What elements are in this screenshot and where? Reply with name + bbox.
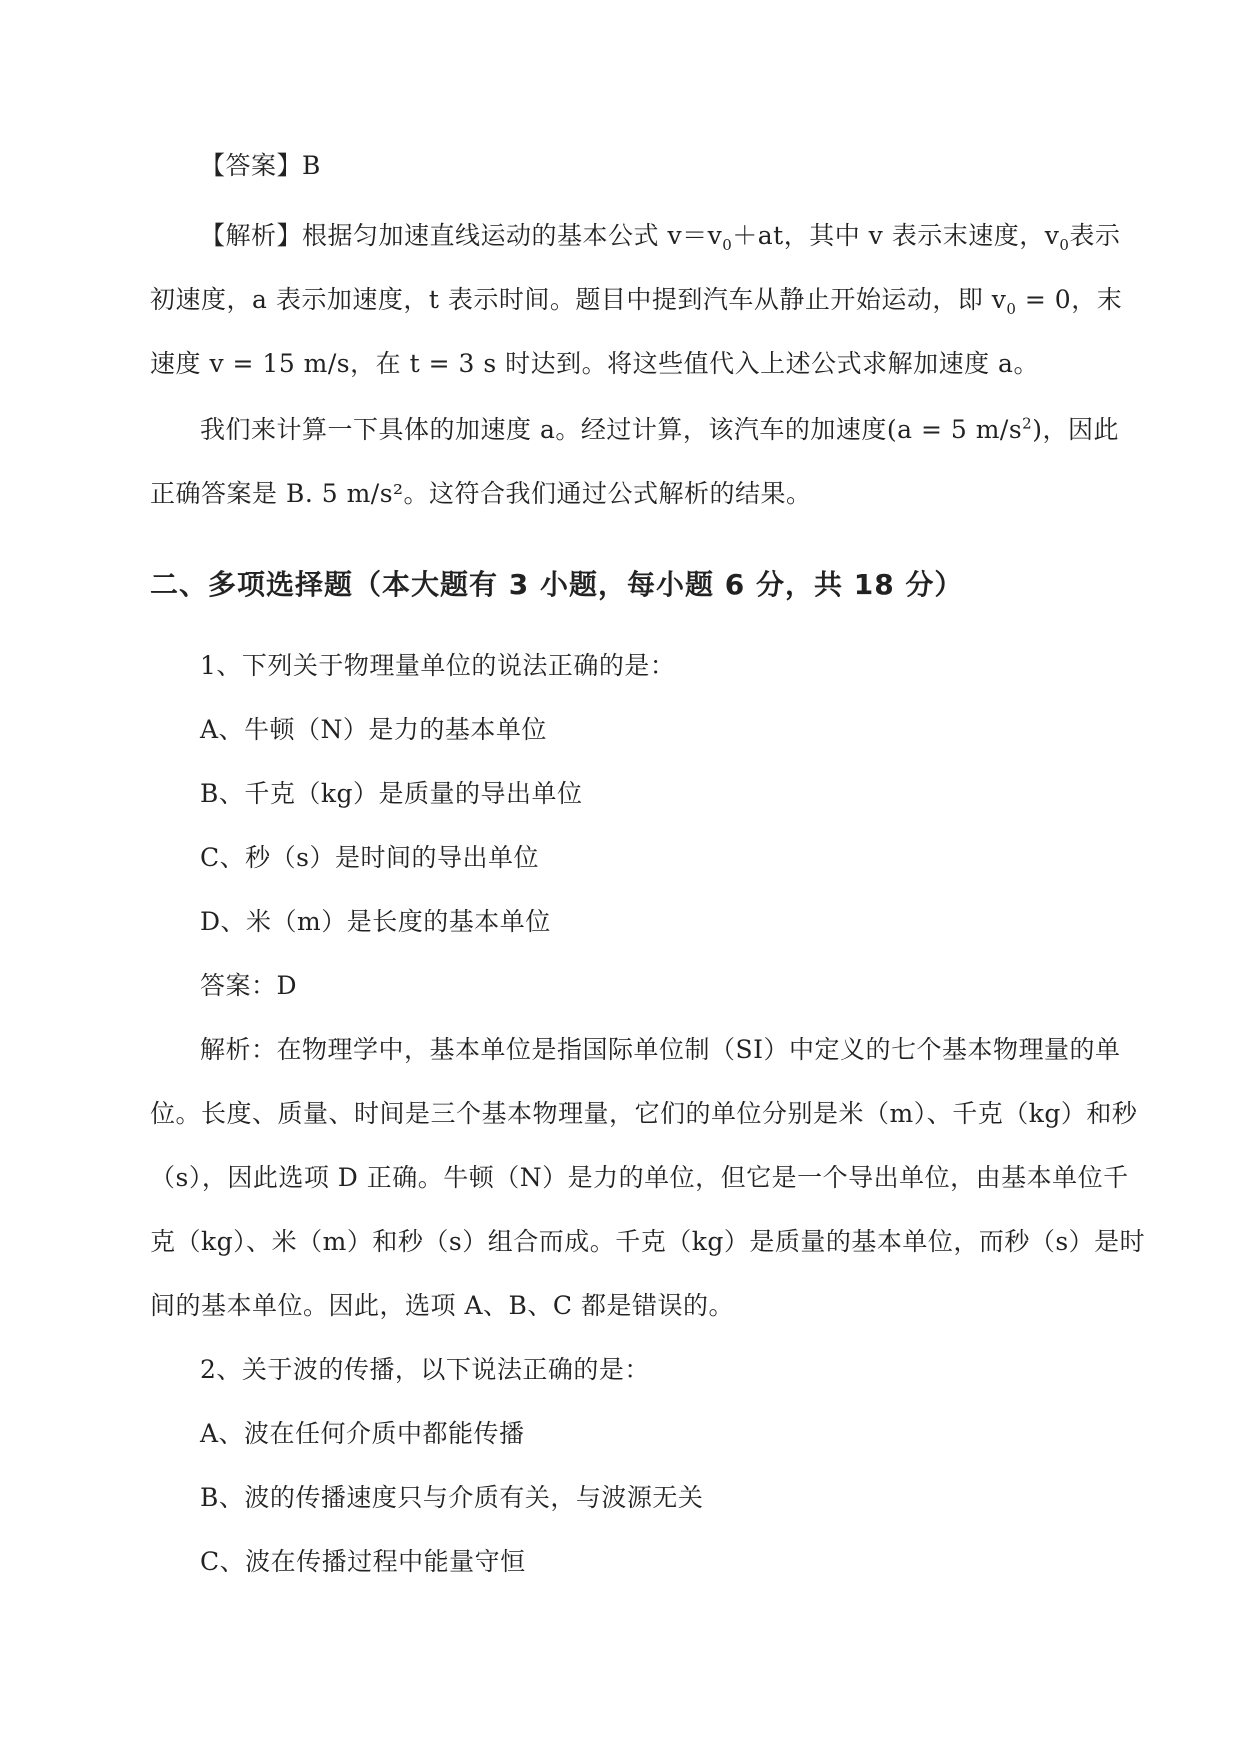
q1-option-a: A、牛顿（N）是力的基本单位 xyxy=(200,715,547,744)
q2-option-b: B、波的传播速度只与介质有关，与波源无关 xyxy=(200,1483,704,1512)
q1-analysis-line-3: （s），因此选项 D 正确。牛顿（N）是力的单位，但它是一个导出单位，由基本单位千 xyxy=(150,1163,1129,1192)
analysis-line-3: 速度 v = 15 m/s，在 t = 3 s 时达到。将这些值代入上述公式求解加速度 a。 xyxy=(150,349,1039,378)
analysis-line-2: 初速度，a 表示加速度，t 表示时间。题目中提到汽车从静止开始运动，即 $v_0 = 0$，末 xyxy=(150,285,1123,318)
q1-option-b: B、千克（kg）是质量的导出单位 xyxy=(200,779,583,808)
q1-analysis-line-1: 解析：在物理学中，基本单位是指国际单位制（SI）中定义的七个基本物理量的单 xyxy=(200,1035,1121,1064)
q1-analysis-line-5: 间的基本单位。因此，选项 A、B、C 都是错误的。 xyxy=(150,1291,734,1320)
analysis-line-4: 我们来计算一下具体的加速度 a。经过计算，该汽车的加速度(a = 5 $m/s^2$)，因此 xyxy=(200,414,1119,444)
q2-option-c: C、波在传播过程中能量守恒 xyxy=(200,1547,526,1576)
answer-label: 【答案】B xyxy=(200,151,321,180)
q1-option-c: C、秒（s）是时间的导出单位 xyxy=(200,843,539,872)
q1-option-d: D、米（m）是长度的基本单位 xyxy=(200,907,551,936)
q2-option-a: A、波在任何介质中都能传播 xyxy=(200,1419,525,1448)
section-heading: 二、多项选择题（本大题有 3 小题，每小题 6 分，共 18 分） xyxy=(150,568,964,601)
q1-question: 1、下列关于物理量单位的说法正确的是： xyxy=(200,651,676,680)
q2-question: 2、关于波的传播，以下说法正确的是： xyxy=(200,1355,650,1384)
q1-analysis-line-4: 克（kg）、米（m）和秒（s）组合而成。千克（kg）是质量的基本单位，而秒（s）是时 xyxy=(150,1227,1146,1256)
q1-analysis-line-2: 位。长度、质量、时间是三个基本物理量，它们的单位分别是米（m）、千克（kg）和秒 xyxy=(150,1099,1138,1128)
q1-answer: 答案：D xyxy=(200,971,298,1000)
analysis-line-5: 正确答案是 B. 5 m/s²。这符合我们通过公式解析的结果。 xyxy=(150,479,812,508)
analysis-line-1: 【解析】根据匀加速直线运动的基本公式 $v=v_0+at$，其中 v 表示末速度，$v_0$表示 xyxy=(200,221,1121,254)
